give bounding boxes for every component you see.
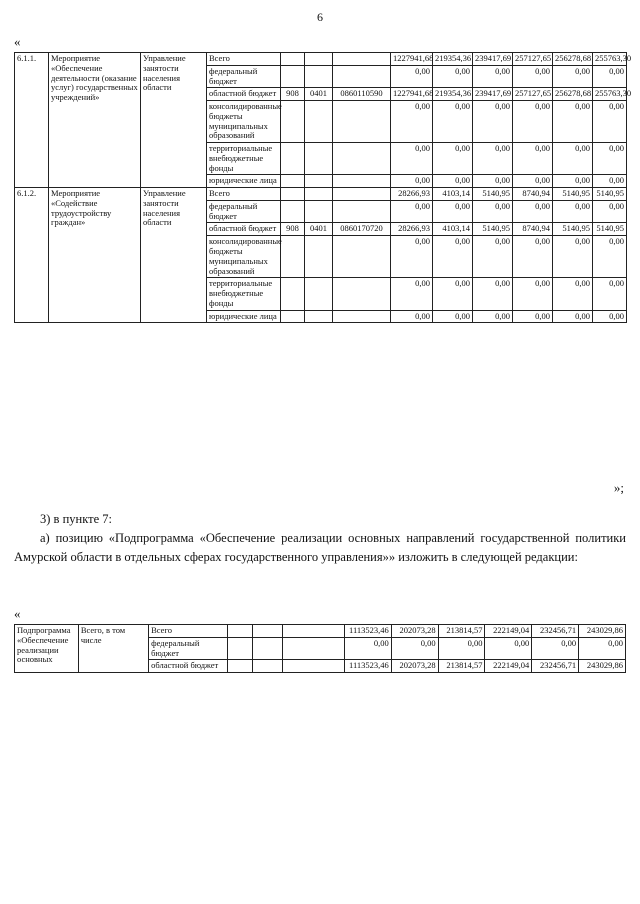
executor-cell: Управление занятости населения области — [141, 53, 207, 188]
amount-cell: 4103,14 — [433, 188, 473, 201]
amount-cell: 0,00 — [593, 236, 627, 278]
amount-cell: 0,00 — [473, 278, 513, 310]
amount-cell: 0,00 — [593, 278, 627, 310]
amount-cell: 4103,14 — [433, 223, 473, 236]
amount-cell: 0,00 — [433, 278, 473, 310]
csr-code-cell — [283, 660, 345, 673]
amount-cell: 202073,28 — [391, 625, 438, 638]
amount-cell: 0,00 — [593, 143, 627, 175]
amount-cell: 0,00 — [391, 143, 433, 175]
csr-code-cell — [333, 188, 391, 201]
amount-cell: 239417,69 — [473, 53, 513, 66]
amount-cell: 0,00 — [473, 200, 513, 223]
amount-cell: 0,00 — [513, 175, 553, 188]
grbs-code-cell: 908 — [281, 223, 305, 236]
funding-source-cell: федеральный бюджет — [149, 637, 228, 660]
funding-source-cell: территориальные внебюджетные фонды — [207, 278, 281, 310]
amount-cell: 0,00 — [344, 637, 391, 660]
amount-cell: 5140,95 — [593, 223, 627, 236]
subprogram-name-cell: Подпрограмма «Обеспечение реализации основных — [15, 625, 79, 673]
rzpr-code-cell: 0401 — [305, 88, 333, 101]
amount-cell: 0,00 — [433, 143, 473, 175]
amount-cell: 1113523,46 — [344, 625, 391, 638]
subprogram-table — [14, 624, 626, 673]
measure-name-cell: Мероприятие «Обеспечение деятельности (оказание услуг) государственных учреждений» — [49, 53, 141, 188]
grbs-code-cell — [281, 236, 305, 278]
amount-cell: 257127,65 — [513, 53, 553, 66]
amount-cell: 0,00 — [391, 278, 433, 310]
rzpr-code-cell — [305, 236, 333, 278]
amount-cell: 5140,95 — [553, 188, 593, 201]
grbs-code-cell — [281, 143, 305, 175]
csr-code-cell — [333, 101, 391, 143]
grbs-code-cell — [227, 625, 253, 638]
funding-source-cell: областной бюджет — [149, 660, 228, 673]
amendment-text: а) позицию «Подпрограмма «Обеспечение реализации основных направлений государственной политики Амурской области в отдельных сферах государственного управления»» изложить в следующей редакции: — [14, 530, 626, 564]
amount-cell: 0,00 — [513, 143, 553, 175]
grbs-code-cell — [281, 200, 305, 223]
amount-cell: 0,00 — [513, 65, 553, 88]
row-number-cell: 6.1.1. — [15, 53, 49, 188]
grbs-code-cell: 908 — [281, 88, 305, 101]
amount-cell: 255763,30 — [593, 88, 627, 101]
table-row — [15, 625, 626, 638]
amount-cell: 0,00 — [553, 175, 593, 188]
amount-cell: 0,00 — [593, 65, 627, 88]
rzpr-code-cell: 0401 — [305, 223, 333, 236]
rzpr-code-cell — [305, 65, 333, 88]
funding-source-cell: федеральный бюджет — [207, 200, 281, 223]
amount-cell: 0,00 — [473, 143, 513, 175]
amount-cell: 0,00 — [593, 310, 627, 323]
csr-code-cell — [333, 65, 391, 88]
amount-cell: 0,00 — [513, 101, 553, 143]
funding-source-cell: территориальные внебюджетные фонды — [207, 143, 281, 175]
amount-cell: 243029,86 — [579, 625, 626, 638]
table-row — [15, 188, 627, 201]
amount-cell: 28266,93 — [391, 188, 433, 201]
csr-code-cell: 0860110590 — [333, 88, 391, 101]
amount-cell: 256278,68 — [553, 88, 593, 101]
amount-cell: 213814,57 — [438, 625, 485, 638]
amount-cell: 8740,94 — [513, 188, 553, 201]
closing-quote: »; — [613, 480, 624, 495]
funding-source-cell: Всего — [207, 53, 281, 66]
rzpr-code-cell — [305, 200, 333, 223]
amount-cell: 0,00 — [433, 175, 473, 188]
executor-cell: Всего, в том числе — [78, 625, 148, 673]
csr-code-cell: 0860170720 — [333, 223, 391, 236]
amount-cell: 0,00 — [433, 310, 473, 323]
csr-code-cell — [333, 200, 391, 223]
amount-cell: 0,00 — [433, 236, 473, 278]
amount-cell: 5140,95 — [473, 188, 513, 201]
amount-cell: 5140,95 — [553, 223, 593, 236]
rzpr-code-cell — [253, 637, 283, 660]
amount-cell: 232456,71 — [532, 660, 579, 673]
grbs-code-cell — [227, 660, 253, 673]
amount-cell: 0,00 — [593, 101, 627, 143]
table-row — [15, 53, 627, 66]
amount-cell: 0,00 — [553, 236, 593, 278]
amount-cell: 0,00 — [513, 236, 553, 278]
amount-cell: 0,00 — [391, 175, 433, 188]
opening-quote-2: « — [14, 606, 21, 621]
grbs-code-cell — [281, 188, 305, 201]
amount-cell: 0,00 — [473, 65, 513, 88]
executor-cell: Управление занятости населения области — [141, 188, 207, 323]
amount-cell: 0,00 — [553, 200, 593, 223]
funding-source-cell: областной бюджет — [207, 223, 281, 236]
amount-cell: 0,00 — [553, 278, 593, 310]
opening-quote: « — [14, 34, 21, 49]
grbs-code-cell — [281, 278, 305, 310]
amount-cell: 0,00 — [593, 175, 627, 188]
amount-cell: 243029,86 — [579, 660, 626, 673]
amount-cell: 1227941,68 — [391, 53, 433, 66]
funding-source-cell: юридические лица — [207, 310, 281, 323]
amount-cell: 0,00 — [391, 101, 433, 143]
amount-cell: 257127,65 — [513, 88, 553, 101]
amount-cell: 232456,71 — [532, 625, 579, 638]
grbs-code-cell — [281, 101, 305, 143]
amount-cell: 219354,36 — [433, 53, 473, 66]
rzpr-code-cell — [305, 53, 333, 66]
amount-cell: 202073,28 — [391, 660, 438, 673]
rzpr-code-cell — [305, 143, 333, 175]
amount-cell: 239417,69 — [473, 88, 513, 101]
amount-cell: 0,00 — [391, 236, 433, 278]
csr-code-cell — [333, 143, 391, 175]
amount-cell: 0,00 — [433, 200, 473, 223]
grbs-code-cell — [281, 65, 305, 88]
amount-cell: 1227941,68 — [391, 88, 433, 101]
amount-cell: 0,00 — [513, 310, 553, 323]
csr-code-cell — [333, 310, 391, 323]
amount-cell: 255763,30 — [593, 53, 627, 66]
amendment-point: 3) в пункте 7: — [40, 512, 112, 526]
amount-cell: 0,00 — [391, 65, 433, 88]
amount-cell: 0,00 — [433, 101, 473, 143]
funding-source-cell: консолидированные бюджеты муниципальных образований — [207, 101, 281, 143]
amount-cell: 0,00 — [513, 200, 553, 223]
amount-cell: 8740,94 — [513, 223, 553, 236]
page-number: 6 — [317, 10, 323, 24]
funding-source-cell: федеральный бюджет — [207, 65, 281, 88]
rzpr-code-cell — [305, 101, 333, 143]
funding-source-cell: юридические лица — [207, 175, 281, 188]
amount-cell: 219354,36 — [433, 88, 473, 101]
amount-cell: 0,00 — [553, 310, 593, 323]
amount-cell: 222149,04 — [485, 660, 532, 673]
csr-code-cell — [333, 53, 391, 66]
amount-cell: 5140,95 — [593, 188, 627, 201]
grbs-code-cell — [281, 310, 305, 323]
amount-cell: 0,00 — [438, 637, 485, 660]
funding-source-cell: областной бюджет — [207, 88, 281, 101]
amount-cell: 256278,68 — [553, 53, 593, 66]
csr-code-cell — [333, 278, 391, 310]
rzpr-code-cell — [305, 278, 333, 310]
amount-cell: 0,00 — [532, 637, 579, 660]
amount-cell: 213814,57 — [438, 660, 485, 673]
amount-cell: 0,00 — [391, 200, 433, 223]
amount-cell: 0,00 — [391, 637, 438, 660]
rzpr-code-cell — [253, 625, 283, 638]
amount-cell: 0,00 — [553, 65, 593, 88]
amount-cell: 0,00 — [593, 200, 627, 223]
measure-name-cell: Мероприятие «Содействие трудоустройству граждан» — [49, 188, 141, 323]
rzpr-code-cell — [305, 310, 333, 323]
amount-cell: 28266,93 — [391, 223, 433, 236]
funding-source-cell: Всего — [207, 188, 281, 201]
grbs-code-cell — [281, 53, 305, 66]
amount-cell: 0,00 — [473, 310, 513, 323]
grbs-code-cell — [227, 637, 253, 660]
funding-source-cell: консолидированные бюджеты муниципальных образований — [207, 236, 281, 278]
amount-cell: 0,00 — [513, 278, 553, 310]
rzpr-code-cell — [305, 175, 333, 188]
financing-table — [14, 52, 632, 323]
csr-code-cell — [333, 236, 391, 278]
amount-cell: 1113523,46 — [344, 660, 391, 673]
csr-code-cell — [283, 637, 345, 660]
funding-source-cell: Всего — [149, 625, 228, 638]
row-number-cell: 6.1.2. — [15, 188, 49, 323]
amount-cell: 5140,95 — [473, 223, 513, 236]
amount-cell: 0,00 — [473, 175, 513, 188]
rzpr-code-cell — [305, 188, 333, 201]
amount-cell: 0,00 — [485, 637, 532, 660]
csr-code-cell — [283, 625, 345, 638]
amount-cell: 0,00 — [391, 310, 433, 323]
amount-cell: 0,00 — [553, 143, 593, 175]
amendment-block — [14, 510, 626, 566]
amount-cell: 0,00 — [579, 637, 626, 660]
amount-cell: 222149,04 — [485, 625, 532, 638]
amount-cell: 0,00 — [473, 101, 513, 143]
amount-cell: 0,00 — [473, 236, 513, 278]
grbs-code-cell — [281, 175, 305, 188]
amount-cell: 0,00 — [433, 65, 473, 88]
rzpr-code-cell — [253, 660, 283, 673]
amount-cell: 0,00 — [553, 101, 593, 143]
csr-code-cell — [333, 175, 391, 188]
